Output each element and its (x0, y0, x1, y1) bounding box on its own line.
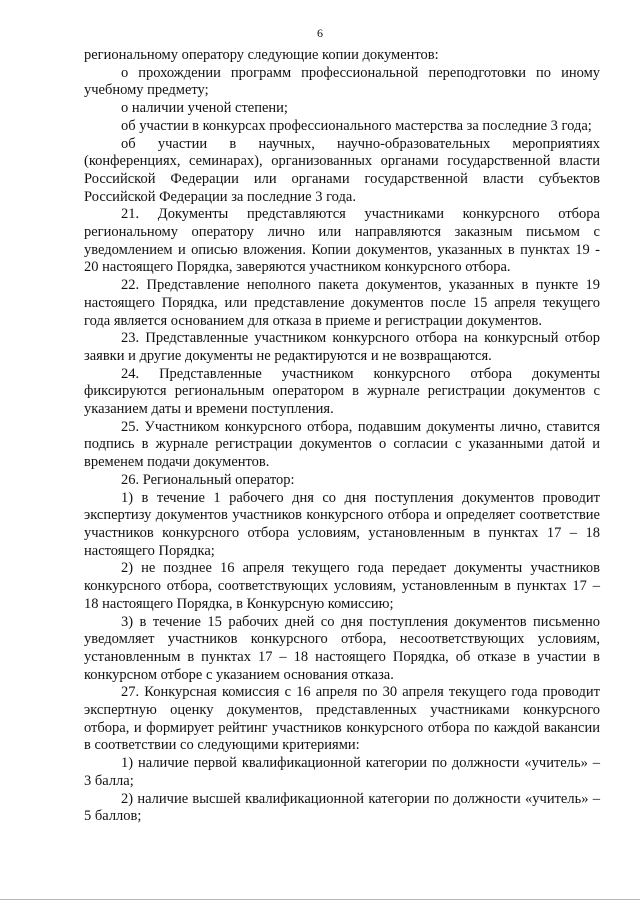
page-number: 6 (317, 26, 323, 40)
clause-26-item-1: 1) в течение 1 рабочего дня со дня поступления документов проводит экспертизу документов участников конкурсного отбора и определяет соответствие участников конкурсного отбора условиям, установленным в пунктах 17 – 18 настоящего Порядка; (84, 489, 600, 559)
clause-23: 23. Представленные участником конкурсного отбора на конкурсный отбор заявки и другие документы не редактируются и не возвращаются. (84, 330, 600, 364)
document-body (84, 47, 600, 826)
list-item-scientific-events: об участии в научных, научно-образовательных мероприятиях (конференциях, семинарах), организованных органами государственной власти Российской Федерации или органами государственной власти субъектов Российской Федерации за последние 3 года. (84, 135, 600, 205)
list-item-academic-degree: о наличии ученой степени; (121, 100, 288, 117)
clause-27: 27. Конкурсная комиссия с 16 апреля по 30 апреля текущего года проводит экспертную оценку документов, представленных участниками конкурсного отбора, и формирует рейтинг участников конкурсного отбора по каждой вакансии в соответствии со следующими критериями: (84, 684, 600, 754)
clause-24: 24. Представленные участником конкурсного отбора документы фиксируются региональным оператором в журнале регистрации документов с указанием даты и времени поступления. (84, 365, 600, 418)
clause-21: 21. Документы представляются участниками конкурсного отбора региональному оператору лично или направляются заказным письмом с уведомлением и описью вложения. Копии документов, указанных в пунктах 19 - 20 настоящего Порядка, заверяются участником конкурсного отбора. (84, 206, 600, 276)
clause-22: 22. Представление неполного пакета документов, указанных в пункте 19 настоящего Порядка, или представление документов после 15 апреля текущего года является основанием для отказа в приеме и регистрации документов. (84, 277, 600, 329)
paragraph-intro: региональному оператору следующие копии документов: (84, 47, 439, 63)
list-item-retraining: о прохождении программ профессиональной переподготовки по иному учебному предмету; (84, 64, 600, 99)
list-item-competitions: об участии в конкурсах профессионального мастерства за последние 3 года; (121, 117, 592, 134)
clause-26-item-3: 3) в течение 15 рабочих дней со дня поступления документов письменно уведомляет участников конкурсного отбора, несоответствующих условиям, установленным в пунктах 17 – 18 настоящего Порядка, об отказе в участии в конкурсном отборе с указанием основания отказа. (84, 613, 600, 683)
clause-27-criterion-1: 1) наличие первой квалификационной категории по должности «учитель» – 3 балла; (84, 755, 600, 789)
page-bottom-edge (0, 899, 640, 900)
clause-27-criterion-2: 2) наличие высшей квалификационной категории по должности «учитель» – 5 баллов; (84, 790, 600, 825)
clause-25: 25. Участником конкурсного отбора, подавшим документы лично, ставится подпись в журнале регистрации документов о согласии с указанными датой и временем подачи документов. (84, 418, 600, 471)
clause-26: 26. Региональный оператор: (121, 471, 295, 488)
clause-26-item-2: 2) не позднее 16 апреля текущего года передает документы участников конкурсного отбора, соответствующих условиям, установленным в пунктах 17 – 18 настоящего Порядка, в Конкурсную комиссию; (84, 560, 600, 612)
